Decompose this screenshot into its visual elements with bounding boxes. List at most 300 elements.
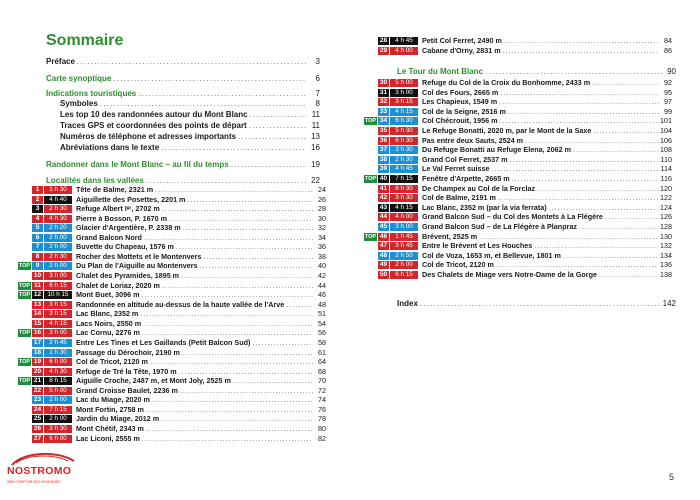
route-entry [422, 270, 672, 279]
route-page: 68 [318, 366, 326, 376]
route-row[interactable] [4, 242, 344, 251]
tour-page: 90 [667, 67, 676, 76]
route-entry [76, 328, 326, 337]
route-row[interactable] [4, 281, 344, 290]
route-page: 124 [660, 202, 672, 212]
route-duration: 2 h 30 [390, 156, 418, 164]
top-10-badge: TOP [364, 176, 377, 182]
leader-dots [181, 271, 313, 280]
leader-dots [179, 367, 313, 376]
route-row[interactable] [350, 46, 690, 55]
page-title: Sommaire [46, 32, 124, 49]
toc-entry[interactable] [46, 132, 320, 143]
route-duration: 3 h 45 [390, 242, 418, 250]
route-row[interactable] [4, 252, 344, 261]
route-row[interactable] [350, 36, 690, 45]
route-page: 78 [318, 414, 326, 424]
route-number: 41 [379, 184, 388, 192]
route-row[interactable] [350, 184, 690, 193]
route-label: Entre le Brévent et Les Houches [422, 241, 533, 251]
route-entry [76, 376, 326, 385]
route-entry [76, 185, 326, 194]
route-page: 36 [318, 242, 326, 252]
route-entry [76, 242, 326, 251]
page-number: 5 [668, 472, 674, 482]
route-entry [422, 136, 672, 145]
route-number: 50 [379, 271, 388, 278]
route-row[interactable] [4, 348, 344, 357]
route-entry [422, 184, 672, 193]
leader-dots [508, 107, 659, 116]
route-label: De Champex au Col de la Forclaz [422, 183, 536, 193]
toc-entry[interactable] [46, 160, 320, 171]
route-row[interactable] [4, 367, 344, 376]
route-duration: 4 h 45 [390, 165, 418, 173]
route-row[interactable] [350, 107, 690, 116]
route-duration: 2 h 50 [390, 252, 418, 260]
route-duration: 6 h 00 [44, 435, 72, 443]
leader-dots [593, 126, 658, 135]
toc-entry[interactable] [46, 121, 320, 132]
route-row[interactable] [350, 116, 690, 125]
route-page: 95 [664, 87, 672, 97]
leader-dots [176, 242, 313, 251]
route-page: 86 [664, 45, 672, 55]
leader-dots [100, 99, 306, 110]
route-row[interactable] [350, 251, 690, 260]
route-page: 132 [660, 241, 672, 251]
route-label: Aiguille Croche, 2487 m, et Mont Joly, 2525 m [76, 376, 231, 386]
route-row[interactable] [4, 204, 344, 213]
route-entry [76, 386, 326, 395]
leader-dots [162, 204, 313, 213]
leader-dots [182, 348, 313, 357]
route-number: 35 [379, 127, 388, 134]
route-entry [422, 232, 672, 241]
route-duration: 2 h 30 [44, 253, 72, 261]
route-label: Le Val Ferret suisse [422, 164, 490, 174]
leader-dots [420, 299, 661, 308]
route-entry [422, 97, 672, 106]
route-entry [76, 233, 326, 242]
top-10-badge: TOP [18, 292, 31, 299]
route-row[interactable] [4, 338, 344, 347]
leader-dots [509, 155, 658, 164]
route-number: 23 [33, 396, 42, 404]
route-duration: 4 h 00 [390, 213, 418, 221]
leader-dots [203, 252, 313, 261]
route-page: 116 [660, 174, 672, 183]
route-entry [422, 174, 672, 183]
route-duration: 2 h 45 [44, 339, 72, 347]
route-row[interactable] [4, 328, 344, 337]
route-label: Lac Blanc, 2352 m [76, 309, 139, 319]
route-duration: 4 h 00 [390, 47, 418, 55]
route-label: Lac Liconi, 2555 m [76, 433, 140, 443]
nostromo-logo [4, 449, 82, 497]
route-number: 44 [379, 213, 388, 221]
route-page: 82 [318, 433, 326, 443]
leader-dots [563, 251, 658, 260]
leader-dots [599, 270, 658, 279]
leader-dots [498, 193, 658, 202]
route-entry [76, 405, 326, 414]
toc-entry-page: 3 [315, 57, 320, 66]
route-row[interactable] [4, 319, 344, 328]
route-duration: 3 h 00 [390, 223, 418, 231]
route-entry [76, 434, 326, 443]
route-row[interactable] [4, 214, 344, 223]
route-row[interactable] [350, 260, 690, 269]
route-number: 28 [379, 37, 388, 44]
leader-dots [144, 233, 313, 242]
route-number: 16 [33, 329, 42, 337]
route-row[interactable] [350, 212, 690, 221]
route-number: 10 [33, 272, 42, 280]
route-duration: 3 h 30 [44, 425, 72, 433]
route-row[interactable] [350, 136, 690, 145]
route-page: 72 [318, 385, 326, 395]
route-row[interactable] [350, 241, 690, 250]
route-row[interactable] [4, 233, 344, 242]
route-number: 18 [33, 348, 42, 356]
route-page: 110 [660, 154, 672, 164]
leader-dots [138, 89, 306, 100]
index-entry[interactable] [397, 299, 676, 308]
route-number: 17 [33, 338, 42, 346]
leader-dots [140, 309, 313, 318]
route-page: 99 [664, 106, 672, 116]
route-duration: 6 h 15 [390, 271, 418, 279]
route-row[interactable] [4, 223, 344, 232]
route-label: Grand Balcon Sud – du Col des Montets à La Flégère [422, 212, 603, 222]
route-number: 48 [379, 251, 388, 259]
route-label: Chalet de Loriaz, 2020 m [76, 280, 160, 290]
route-page: 114 [660, 164, 672, 174]
route-number: 8 [32, 253, 43, 261]
route-number: 2 [32, 196, 43, 204]
route-label: Refuge de Tré la Tête, 1970 m [76, 366, 177, 376]
toc-entry[interactable] [46, 99, 320, 110]
route-page: 74 [318, 395, 326, 405]
route-page: 76 [318, 404, 326, 414]
route-row[interactable] [350, 164, 690, 173]
route-row[interactable] [4, 424, 344, 433]
route-label: Rocher des Mottets et le Montenvers [76, 251, 202, 261]
route-row[interactable] [350, 222, 690, 231]
leader-dots [500, 88, 659, 97]
route-duration: 3 h 30 [390, 194, 418, 202]
route-number: 13 [33, 300, 42, 308]
route-duration: 6 h 30 [390, 185, 418, 193]
leader-dots [485, 67, 665, 76]
route-duration: 4 h 45 [390, 37, 418, 45]
route-number: 39 [379, 165, 388, 173]
route-row[interactable] [350, 126, 690, 135]
route-duration: 1 h 30 [44, 186, 72, 194]
route-row[interactable] [4, 405, 344, 414]
route-label: Lac Blanc, 2352 m (par la via ferrata) [422, 202, 547, 212]
route-number: 47 [379, 242, 388, 250]
leader-dots [504, 36, 659, 45]
route-label: Lac du Miage, 2020 m [76, 395, 150, 405]
leader-dots [200, 261, 313, 270]
route-number: 26 [33, 425, 42, 432]
route-label: Chalet des Pyramides, 1895 m [76, 271, 180, 281]
route-number: 5 [32, 224, 43, 232]
route-page: 30 [318, 213, 326, 223]
route-number: 24 [33, 405, 42, 413]
route-row[interactable] [4, 195, 344, 204]
route-label: Cabane d'Orny, 2831 m [422, 45, 501, 55]
leader-dots [238, 132, 306, 143]
route-entry [76, 195, 326, 204]
toc-entry-label: Les top 10 des randonnées autour du Mont Blanc [60, 110, 248, 119]
route-duration: 2 h 30 [44, 205, 72, 213]
route-page: 40 [318, 261, 326, 271]
route-number: 4 [32, 215, 43, 223]
route-label: Pierre à Bosson, P. 1670 m [76, 213, 167, 223]
leader-dots [250, 110, 306, 121]
route-duration: 4 h 30 [44, 215, 72, 223]
route-page: 104 [660, 126, 672, 135]
route-entry [76, 424, 326, 433]
leader-dots [142, 434, 313, 443]
leader-dots [537, 184, 658, 193]
leader-dots [512, 174, 659, 183]
route-label: Col de Tricot, 2120 m [422, 260, 494, 270]
route-row[interactable] [350, 270, 690, 279]
logo-tagline: WEB COMPTOIR DES VOYAGEURS [7, 480, 61, 484]
route-number: 46 [379, 232, 388, 240]
route-duration: 10 h 15 [44, 291, 72, 299]
toc-entry-page: 16 [311, 143, 320, 152]
leader-dots [525, 136, 658, 145]
route-duration: 4 h 40 [44, 196, 72, 204]
route-page: 26 [318, 194, 326, 204]
index-page: 142 [662, 299, 676, 308]
route-number: 38 [379, 155, 388, 163]
route-row[interactable] [350, 155, 690, 164]
top-10-badge: TOP [18, 263, 31, 270]
route-duration: 2 h 20 [44, 224, 72, 232]
leader-dots [233, 376, 313, 385]
top-10-badge: TOP [18, 359, 31, 366]
leader-dots [152, 395, 313, 404]
route-row[interactable] [350, 78, 690, 87]
route-page: 44 [318, 280, 326, 290]
route-number: 34 [379, 117, 388, 125]
leader-dots [592, 78, 659, 87]
toc-entry-page: 22 [311, 176, 320, 185]
route-duration: 3 h 00 [44, 272, 72, 280]
route-label: Mont Buet, 3096 m [76, 290, 140, 300]
route-number: 20 [33, 367, 42, 375]
route-number: 22 [33, 386, 42, 394]
route-row[interactable] [4, 309, 344, 318]
route-row[interactable] [4, 434, 344, 443]
leader-dots [77, 57, 306, 68]
route-page: 108 [660, 145, 672, 155]
route-duration: 4 h 15 [390, 108, 418, 116]
leader-dots [143, 319, 313, 328]
route-row[interactable] [350, 232, 690, 241]
route-entry [76, 348, 326, 357]
route-label: Brévent, 2525 m [422, 231, 478, 241]
route-entry [76, 223, 326, 232]
toc-entry-label: Abréviations dans le texte [60, 143, 160, 152]
route-duration: 2 h 00 [44, 415, 72, 423]
route-label: Col des Fours, 2665 m [422, 87, 499, 97]
route-number: 43 [379, 203, 388, 211]
route-number: 27 [33, 434, 42, 442]
route-entry [76, 338, 326, 347]
route-number: 40 [379, 175, 388, 182]
section-tour-heading[interactable] [397, 67, 676, 76]
leader-dots [496, 260, 658, 269]
route-number: 42 [379, 194, 388, 202]
route-page: 64 [318, 357, 326, 367]
route-duration: 3 h 00 [44, 329, 72, 337]
route-entry [76, 290, 326, 299]
leader-dots [573, 145, 658, 154]
route-row[interactable] [350, 174, 690, 183]
route-page: 34 [318, 232, 326, 242]
leader-dots [252, 338, 313, 347]
right-page [350, 0, 700, 500]
route-number: 1 [32, 186, 43, 194]
top-10-badge: TOP [18, 330, 31, 337]
leader-dots [146, 424, 313, 433]
route-label: Le Refuge Bonatti, 2020 m, par le Mont de la Saxe [422, 126, 592, 135]
route-number: 45 [379, 223, 388, 230]
leader-dots [500, 116, 659, 125]
route-duration: 7 h 15 [390, 175, 418, 183]
leader-dots [286, 300, 313, 309]
index-label: Index [397, 299, 418, 308]
leader-dots [142, 290, 313, 299]
route-number: 19 [33, 358, 42, 366]
route-label: Mont Chétif, 2343 m [76, 424, 144, 433]
leader-dots [161, 143, 306, 154]
toc-entry[interactable] [46, 143, 320, 154]
route-entry [76, 261, 326, 270]
toc-entry-page: 7 [315, 89, 320, 98]
route-page: 134 [660, 250, 672, 260]
logo-name: NOSTROMO [7, 465, 72, 477]
route-entry [422, 46, 672, 55]
route-page: 101 [660, 116, 672, 126]
route-page: 136 [660, 260, 672, 270]
toc-entry-page: 19 [311, 160, 320, 169]
route-row[interactable] [350, 97, 690, 106]
route-number: 36 [379, 136, 388, 144]
route-row[interactable] [350, 145, 690, 154]
leader-dots [180, 386, 313, 395]
route-label: Lac Cornu, 2276 m [76, 328, 140, 338]
route-row[interactable] [4, 414, 344, 423]
route-entry [422, 126, 672, 135]
route-number: 11 [32, 282, 43, 290]
route-page: 42 [318, 271, 326, 281]
route-row[interactable] [350, 88, 690, 97]
route-duration: 3 h 15 [44, 301, 72, 309]
toc-entry-label: Indications touristiques [46, 89, 137, 98]
route-row[interactable] [350, 193, 690, 202]
route-label: Tête de Balme, 2321 m [76, 185, 154, 194]
toc-entry[interactable] [46, 110, 320, 121]
route-number: 49 [379, 261, 388, 269]
route-row[interactable] [4, 290, 344, 299]
leader-dots [499, 97, 659, 106]
route-number: 7 [32, 243, 43, 251]
route-entry [422, 212, 672, 221]
route-entry [422, 116, 672, 125]
route-page: 80 [318, 424, 326, 433]
route-label: Col Chécrouit, 1956 m [422, 116, 498, 126]
route-entry [422, 164, 672, 173]
route-label: Col de Balme, 2191 m [422, 193, 496, 203]
route-label: Lacs Noirs, 2550 m [76, 318, 142, 328]
top-10-badge: TOP [18, 378, 31, 385]
top-10-badge: TOP [18, 282, 31, 289]
route-entry [76, 319, 326, 328]
route-label: Fenêtre d'Arpette, 2665 m [422, 174, 510, 183]
route-label: Grand Balcon Sud – de La Flégère à Planpraz [422, 222, 577, 231]
route-duration: 5 h 00 [390, 79, 418, 87]
route-row[interactable] [4, 357, 344, 366]
leader-dots [549, 203, 658, 212]
route-page: 84 [664, 36, 672, 45]
toc-entry-page: 13 [311, 132, 320, 141]
route-entry [422, 260, 672, 269]
route-label: Col de la Seigne, 2516 m [422, 106, 506, 116]
route-duration: 6 h 30 [390, 117, 418, 125]
leader-dots [249, 121, 306, 132]
toc-entry[interactable] [46, 57, 320, 68]
route-row[interactable] [4, 376, 344, 385]
route-duration: 6 h 15 [44, 282, 72, 290]
route-page: 38 [318, 251, 326, 261]
toc-entry[interactable] [46, 74, 320, 85]
route-duration: 6 h 30 [390, 137, 418, 145]
route-number: 30 [379, 79, 388, 86]
route-entry [422, 107, 672, 116]
route-page: 92 [664, 78, 672, 87]
route-page: 28 [318, 204, 326, 214]
route-label: Passage du Dérochoir, 2190 m [76, 347, 180, 357]
route-label: Grand Balcon Nord [76, 232, 142, 242]
route-row[interactable] [350, 203, 690, 212]
route-duration: 4 h 15 [390, 204, 418, 212]
route-row[interactable] [4, 261, 344, 270]
route-row[interactable] [4, 185, 344, 194]
route-label: Des Chalets de Miage vers Notre-Dame de la Gorge [422, 270, 597, 279]
toc-entry-label: Carte synoptique [46, 74, 112, 83]
route-duration: 8 h 15 [44, 377, 72, 385]
route-number: 31 [379, 88, 388, 96]
route-row[interactable] [4, 386, 344, 395]
route-label: Du Refuge Bonatti au Refuge Elena, 2062 m [422, 145, 571, 155]
toc-entry-page: 6 [315, 74, 320, 83]
route-row[interactable] [4, 300, 344, 309]
route-row[interactable] [4, 395, 344, 404]
leader-dots [605, 212, 658, 221]
toc-entry[interactable] [46, 89, 320, 100]
route-duration: 5 h 00 [44, 387, 72, 395]
route-entry [422, 251, 672, 260]
route-row[interactable] [4, 271, 344, 280]
